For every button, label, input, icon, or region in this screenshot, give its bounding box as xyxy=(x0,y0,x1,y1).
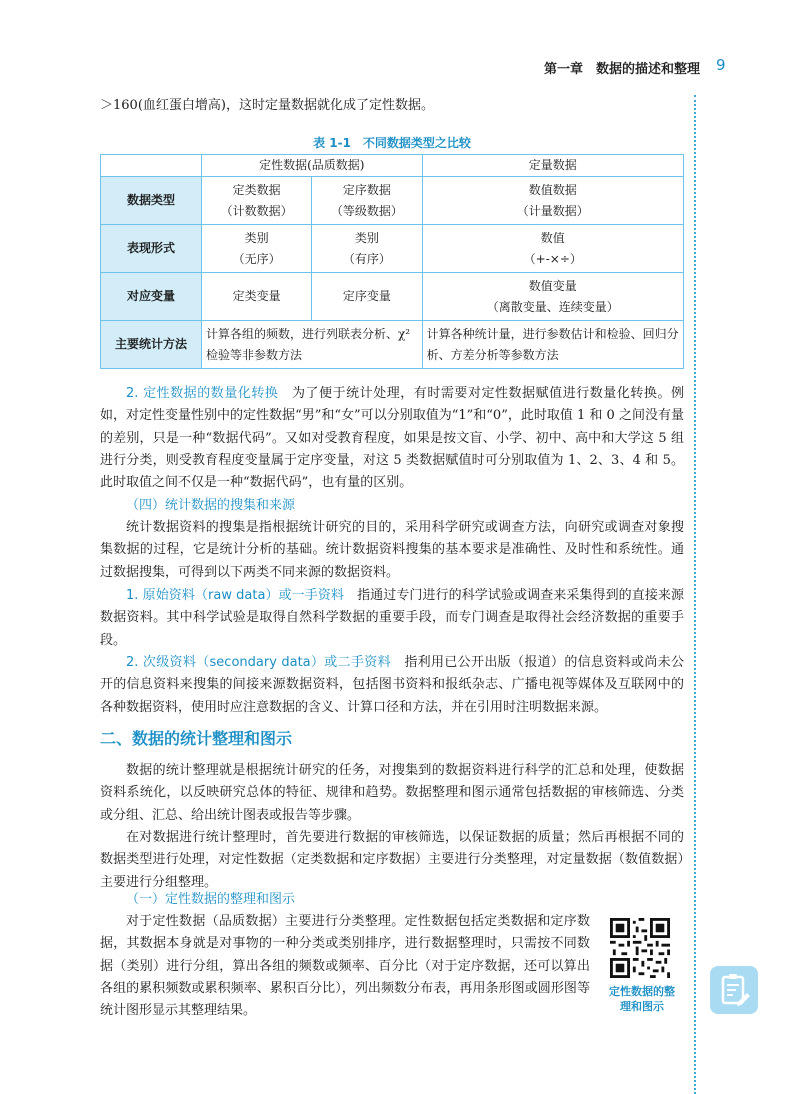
subheading-raw-data: 1. 原始资料（raw data）或一手资料 xyxy=(126,588,344,603)
table-cell: 计算各组的频数，进行列联表分析、χ² 检验等非参数方法 xyxy=(202,321,423,369)
table-header-row xyxy=(101,155,684,177)
subheading-qualitative-organization: （一）定性数据的整理和图示 xyxy=(126,892,296,907)
header-qualitative: 定性数据(品质数据) xyxy=(202,155,423,177)
paragraph-raw-data: 1. 原始资料（raw data）或一手资料 指通过专门进行的科学试验或调查来采集得到的直接来源数据资料。其中科学试验是取得自然科学数据的重要手段，而专门调查是取得社会经济数据的重要手段。 xyxy=(100,588,684,648)
table-row xyxy=(101,273,684,321)
qr-caption: 定性数据的整理和图示 xyxy=(609,985,675,1013)
paragraph-last: 对于定性数据（品质数据）主要进行分类整理。定性数据包括定类数据和定序数据，其数据本身就是对事物的一种分类或类别排序，进行数据整理时，只需按不同数据（类别）进行分组，算出各组的频数或频率、百分比（对于定序数据，还可以算出各组的累积频数或累积频率、累积百分比），列出频数分布表，再用条形图或圆形图等统计图形显示其整理结果。 xyxy=(100,914,590,1019)
table-cell: 定类变量 xyxy=(202,273,312,321)
table-cell: 类别 （有序） xyxy=(312,225,422,273)
subheading-quantification: 2. 定性数据的数量化转换 xyxy=(126,386,279,401)
table-cell: 定类数据 （计数数据） xyxy=(202,177,312,225)
table-cell: 定序数据 （等级数据） xyxy=(312,177,422,225)
row-label: 对应变量 xyxy=(101,273,202,321)
paragraph-collection: 统计数据资料的搜集是指根据统计研究的目的，采用科学研究或调查方法，向研究或调查对象搜集数据的过程，它是统计分析的基础。统计数据资料搜集的基本要求是准确性、及时性和系统性。通过数据搜集，可得到以下两类不同来源的数据资料。 xyxy=(100,520,684,580)
table-row xyxy=(101,321,684,369)
subheading-secondary-data: 2. 次级资料（secondary data）或二手资料 xyxy=(126,655,391,670)
table-cell: 定序变量 xyxy=(312,273,422,321)
paragraph-quantification: 2. 定性数据的数量化转换 为了便于统计处理，有时需要对定性数据赋值进行数量化转换。例如，对定性变量性别中的定性数据“男”和“女”可以分别取值为“1”和“0”，此时取值 1 和 0 之间没有量的差别，只是一种“数据代码”。又如对受教育程度，如果是按文盲、小学、初中、高中和大学这 5 组进行分类，则受教育程度变量属于定序变量，对这 5 类数据赋值时可分别取值为 1、2、3、4 和 5。此时取值之间不仅是一种“数据代码”，也有量的区别。 xyxy=(100,386,684,491)
margin-dotted-line xyxy=(694,95,696,1094)
paragraph-organization-1: 数据的统计整理就是根据统计研究的任务，对搜集到的数据资料进行科学的汇总和处理，使数据资料系统化，以反映研究总体的特征、规律和趋势。数据整理和图示通常包括数据的审核筛选、分类或分组、汇总、给出统计图表或报告等步骤。 xyxy=(100,763,684,823)
table-cell: 数值变量 （离散变量、连续变量） xyxy=(422,273,683,321)
table-row xyxy=(101,225,684,273)
row-label: 数据类型 xyxy=(101,177,202,225)
table-cell: 数值 （+-×÷） xyxy=(422,225,683,273)
row-label: 主要统计方法 xyxy=(101,321,202,369)
qr-code-icon[interactable] xyxy=(610,918,670,978)
table-cell: 类别 （无序） xyxy=(202,225,312,273)
header-quantitative: 定量数据 xyxy=(422,155,683,177)
paragraph-top: ＞160(血红蛋白增高)，这时定量数据就化成了定性数据。 xyxy=(100,98,434,113)
paragraph-organization-2: 在对数据进行统计整理时，首先要进行数据的审核筛选，以保证数据的质量；然后再根据不同的数据类型进行处理，对定性数据（定类数据和定序数据）主要进行分类整理，对定量数据（数值数据）主要进行分组整理。 xyxy=(100,830,684,890)
comparison-table xyxy=(100,154,684,369)
table-caption: 表 1-1 不同数据类型之比较 xyxy=(313,136,471,150)
row-label: 表现形式 xyxy=(101,225,202,273)
paragraph-secondary-data: 2. 次级资料（secondary data）或二手资料 指利用已公开出版（报道）的信息资料或尚未公开的信息资料来搜集的间接来源数据资料，包括图书资料和报纸杂志、广播电视等媒体及互联网中的各种数据资料，使用时应注意数据的含义、计算口径和方法，并在引用时注明数据来源。 xyxy=(100,655,684,715)
table-row xyxy=(101,177,684,225)
section-heading: 二、数据的统计整理和图示 xyxy=(100,729,293,748)
table-cell: 数值数据 （计量数据） xyxy=(422,177,683,225)
clipboard-edit-icon xyxy=(710,966,758,1014)
page-number: 9 xyxy=(716,56,726,74)
subheading-collection: （四）统计数据的搜集和来源 xyxy=(126,498,296,513)
table-corner-cell xyxy=(101,155,202,177)
running-header: 第一章 数据的描述和整理 xyxy=(543,62,700,77)
table-cell: 计算各种统计量，进行参数估计和检验、回归分析、方差分析等参数方法 xyxy=(422,321,683,369)
